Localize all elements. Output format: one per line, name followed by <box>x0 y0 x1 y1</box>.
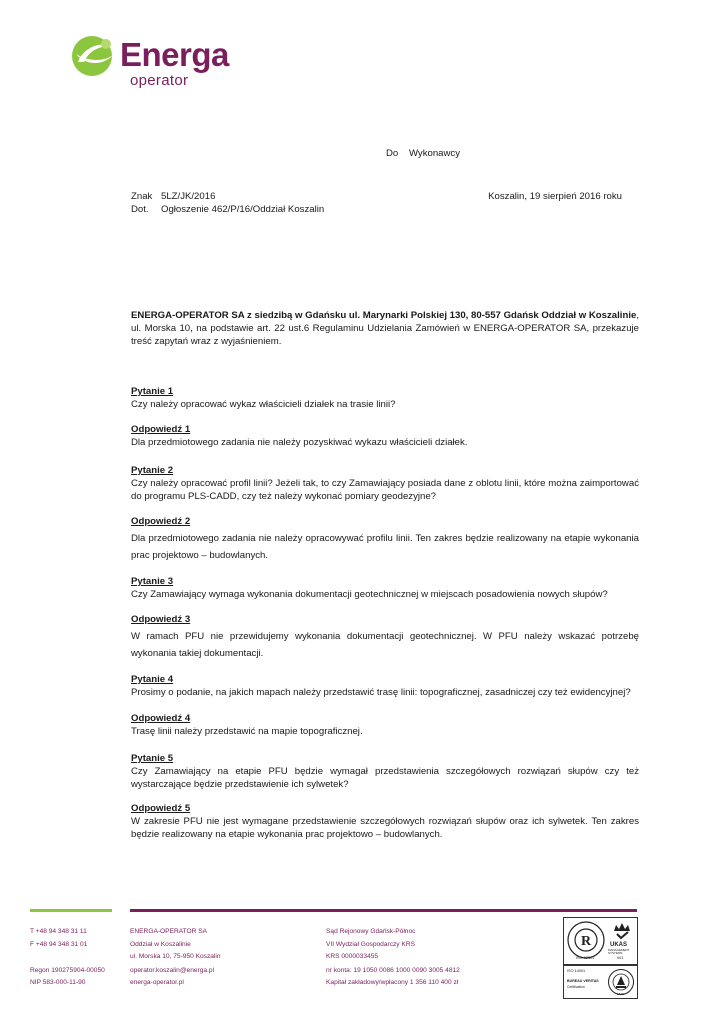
answer-1-text: Dla przedmiotowego zadania nie należy pozyskiwać wykazu właścicieli działek. <box>131 437 468 448</box>
dot-label: Dot. <box>131 204 149 215</box>
znak-label: Znak <box>131 191 153 202</box>
qa-block-7 <box>131 673 639 699</box>
reference-block <box>131 190 622 216</box>
qa-block-4 <box>131 515 639 564</box>
footer-krs: KRS 0000033455 <box>326 953 379 960</box>
answer-3-text: W ramach PFU nie przewidujemy wykonania dokumentacji geotechnicznej. W PFU należy wskazać potrzebę wykonania takiej dokumentacji. <box>131 631 639 659</box>
answer-1-heading: Odpowiedź 1 <box>131 424 191 435</box>
question-3-heading: Pytanie 3 <box>131 576 174 587</box>
answer-4-heading: Odpowiedź 4 <box>131 713 191 724</box>
svg-text:R: R <box>580 934 592 949</box>
footer-branch: Oddział w Koszalinie <box>130 940 191 948</box>
qa-block-6 <box>131 613 639 662</box>
answer-5-text: W zakresie PFU nie jest wymagane przedstawienie szczegółowych rozwiązań słupów oraz ich sylwetek. Ten zakres będzie realizowany na etapie wykonania prac projektowo – budowlanych. <box>131 816 639 840</box>
bureau-veritas-year: 1828 <box>617 992 624 996</box>
certification-box-bottom <box>563 965 638 999</box>
footer-registry <box>326 926 546 990</box>
bureau-veritas-sub: Certification <box>567 985 585 989</box>
recipient-prefix: Do <box>386 148 399 159</box>
footer-website[interactable]: energa-operator.pl <box>130 979 184 986</box>
dot-value: Ogłoszenie 462/P/16/Oddział Koszalin <box>161 204 325 215</box>
bureau-veritas-label: BUREAU VERITAS <box>567 979 599 983</box>
ukas-mgmt: MANAGEMENT SYSTEMS <box>608 948 630 955</box>
logo-subtitle: operator <box>130 72 189 89</box>
intro-paragraph <box>131 309 639 348</box>
ukas-label: UKAS <box>610 942 628 948</box>
question-4-text: Prosimy o podanie, na jakich mapach należy przedstawić trasę linii: topograficznej, zasadniczej czy też ewidencyjnej? <box>131 687 631 698</box>
footer-fax: F +48 94 348 31 01 <box>30 940 88 948</box>
question-1-text: Czy należy opracować wykaz właścicieli działek na trasie linii? <box>131 399 396 410</box>
footer-nip: NIP 583-000-11-90 <box>30 979 86 986</box>
energa-swirl-icon <box>70 32 118 80</box>
footer-court: Sąd Rejonowy Gdańsk-Północ <box>326 928 416 935</box>
question-1-heading: Pytanie 1 <box>131 386 174 397</box>
question-5-text: Czy Zamawiający na etapie PFU będzie wymagał przedstawienia szczegółowych rozwiązań słupów czy też wystarczające będzie przedstawienie ich sylwetek? <box>131 766 639 790</box>
question-2-text: Czy należy opracować profil linii? Jeżeli tak, to czy Zamawiający posiada dane z oblotu linii, które można zaimportować do programu PLS-CADD, czy też należy wykonać pomiary geodezyjne? <box>131 478 639 502</box>
place-date: Koszalin, 19 sierpień 2016 roku <box>488 191 622 202</box>
footer-email[interactable]: operator.koszalin@energa.pl <box>130 966 215 974</box>
footer-regon: Regon 190275904-00050 <box>30 966 105 974</box>
ukas-number: 001 <box>617 956 624 960</box>
recipient <box>386 147 460 160</box>
question-5-heading: Pytanie 5 <box>131 753 174 764</box>
znak-value: 5LZ/JK/2016 <box>161 191 216 202</box>
footer-contact <box>30 926 126 990</box>
certification-box-top <box>563 917 638 965</box>
question-3-text: Czy Zamawiający wymaga wykonania dokumentacji geotechnicznej w miejscach posadowienia nowych słupów? <box>131 589 608 600</box>
qa-block-2 <box>131 423 639 449</box>
question-2-heading: Pytanie 2 <box>131 465 174 476</box>
quality-seal-icon <box>566 920 606 960</box>
footer-rule-maroon <box>130 909 637 912</box>
footer-address: ul. Morska 10, 75-950 Koszalin <box>130 953 221 960</box>
qa-block-8 <box>131 712 639 738</box>
qa-block-5 <box>131 575 639 601</box>
logo-wordmark: Energa <box>120 36 229 73</box>
company-logo <box>70 30 250 94</box>
qa-block-10 <box>131 802 639 841</box>
qa-block-3 <box>131 464 639 503</box>
footer-account: nr konta: 19 1050 0086 1000 0090 3005 4812 <box>326 966 460 974</box>
recipient-name: Wykonawcy <box>408 148 461 159</box>
footer-capital: Kapitał zakładowy/wpłacony 1 356 110 400 zł <box>326 979 459 986</box>
answer-5-heading: Odpowiedź 5 <box>131 803 191 814</box>
answer-2-heading: Odpowiedź 2 <box>131 516 191 527</box>
footer-company <box>130 926 310 990</box>
footer-company-name: ENERGA-OPERATOR SA <box>130 928 208 935</box>
answer-3-heading: Odpowiedź 3 <box>131 614 191 625</box>
footer-phone: T +48 94 348 31 11 <box>30 928 87 935</box>
qa-block-1 <box>131 385 639 411</box>
iso-14001-label: ISO 14001 <box>567 969 586 973</box>
footer-department: VII Wydział Gospodarczy KRS <box>326 940 415 948</box>
iso-22301-label: ISO 22301 <box>576 956 595 960</box>
ukas-crown-icon <box>611 921 633 941</box>
answer-4-text: Trasę linii należy przedstawić na mapie topograficznej. <box>131 726 363 737</box>
question-4-heading: Pytanie 4 <box>131 674 174 685</box>
footer-rule-green <box>30 909 112 912</box>
qa-block-9 <box>131 752 639 791</box>
intro-bold: ENERGA-OPERATOR SA z siedzibą w Gdańsku ul. Marynarki Polskiej 130, 80-557 Gdańsk Oddział w Koszalinie <box>131 310 637 321</box>
answer-2-text: Dla przedmiotowego zadania nie należy opracowywać profilu linii. Ten zakres będzie realizowany na etapie wykonania prac projektowo – budowlanych. <box>131 533 639 561</box>
intro-rest: , ul. Morska 10, na podstawie art. 22 ust.6 Regulaminu Udzielania Zamówień w ENERGA-OPERATOR SA, przekazuje treść zapytań wraz z wyjaśnieniem. <box>131 310 639 347</box>
